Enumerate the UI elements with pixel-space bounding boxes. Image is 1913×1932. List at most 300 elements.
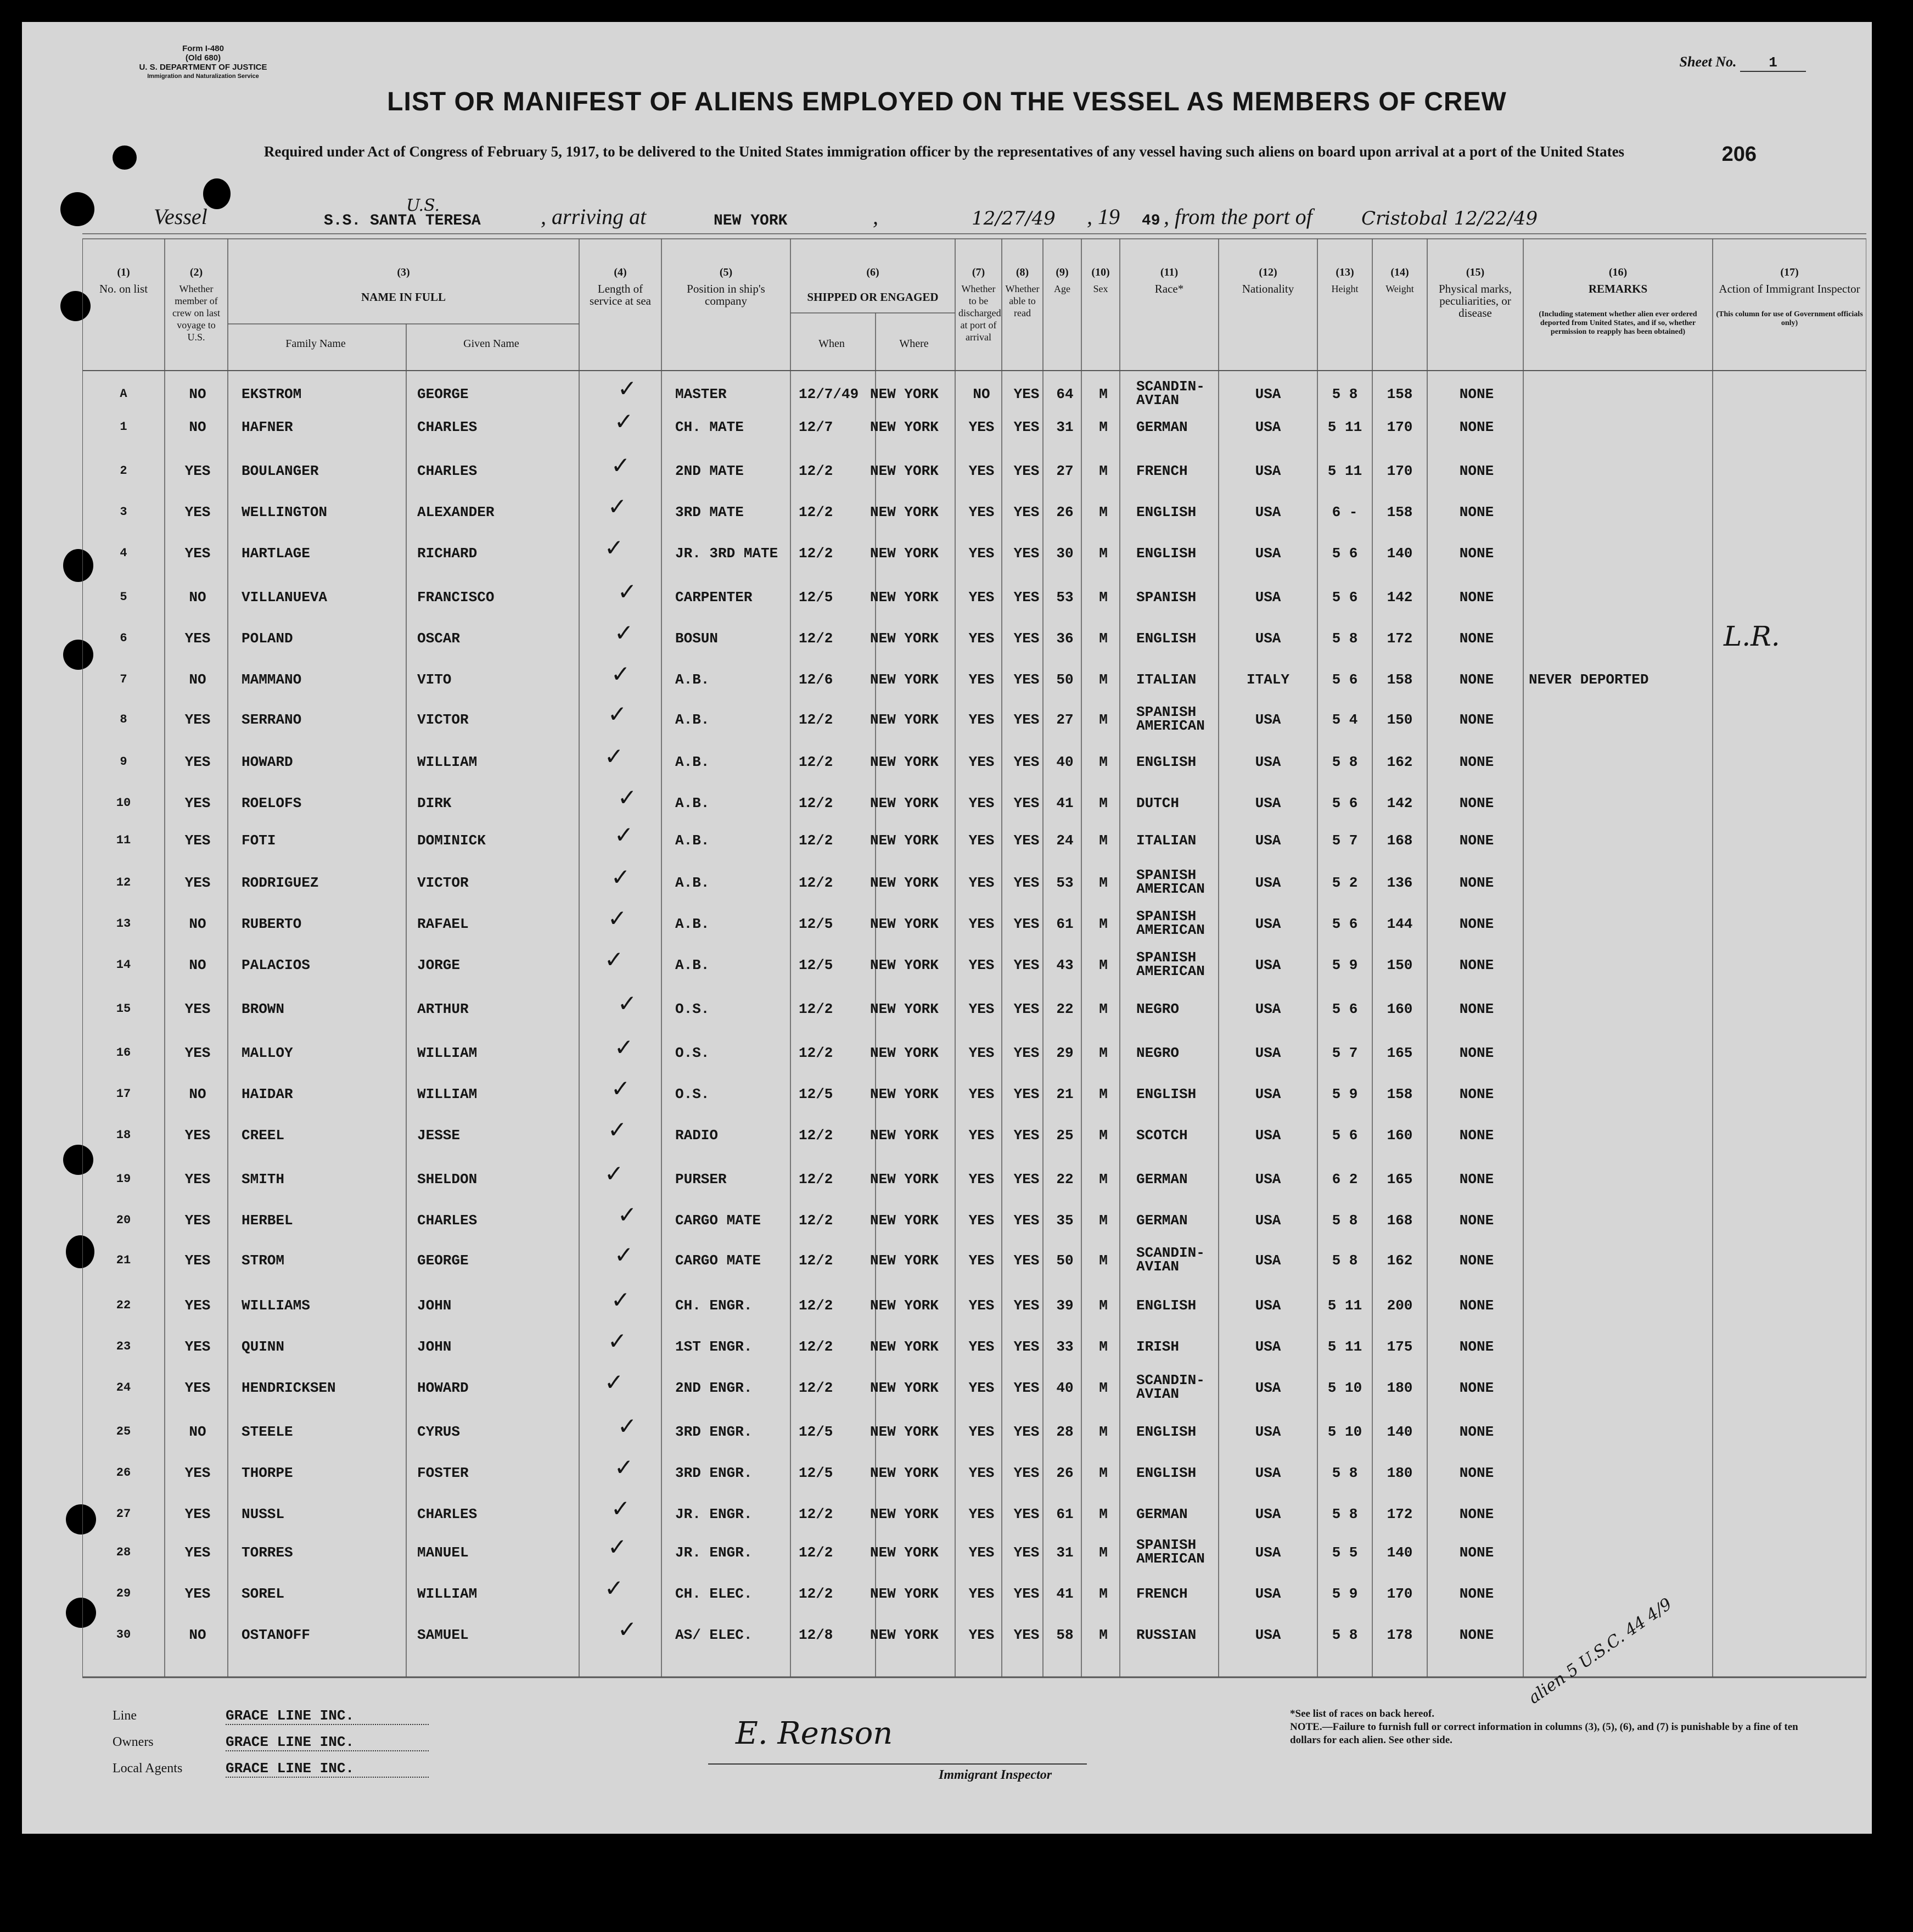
cell-race: ENGLISH — [1136, 1297, 1197, 1314]
column-number: (7) — [972, 266, 985, 278]
cell-given: CHARLES — [417, 419, 478, 435]
column-header: NAME IN FULL — [361, 290, 446, 304]
cell-given: ARTHUR — [417, 1001, 469, 1017]
cell-race: GERMAN — [1136, 1171, 1188, 1188]
cell-when: 12/2 — [799, 832, 833, 849]
cell-age: 30 — [1056, 545, 1074, 562]
cell-family: PALACIOS — [242, 957, 310, 973]
cell-read: YES — [1013, 1380, 1040, 1396]
cell-height: 5 2 — [1332, 875, 1358, 891]
cell-read: YES — [1013, 1045, 1040, 1061]
cell-where: NEW YORK — [870, 1586, 939, 1602]
length-of-service-check-icon: ✓ — [614, 821, 634, 848]
cell-family: QUINN — [242, 1339, 285, 1355]
cell-weight: 158 — [1387, 671, 1413, 688]
cell-read: YES — [1013, 1297, 1040, 1314]
cell-sex: M — [1099, 1339, 1108, 1355]
vessel-name: S.S. SANTA TERESA — [324, 212, 481, 229]
cell-nat: USA — [1255, 386, 1281, 402]
cell-nat: USA — [1255, 1544, 1281, 1561]
cell-nat: USA — [1255, 1627, 1281, 1643]
cell-height: 6 - — [1332, 504, 1358, 520]
column-header: Whether member of crew on last voyage to U.S. — [172, 283, 220, 343]
cell-where: NEW YORK — [870, 1086, 939, 1102]
cell-nat: USA — [1255, 754, 1281, 770]
cell-nat: USA — [1255, 630, 1281, 647]
cell-when: 12/2 — [799, 463, 833, 479]
cell-race: SPANISH — [1136, 949, 1197, 966]
cell-marks: NONE — [1459, 795, 1494, 811]
cell-marks: NONE — [1459, 504, 1494, 520]
cell-marks: NONE — [1459, 754, 1494, 770]
cell-discharged: YES — [968, 1424, 995, 1440]
cell-age: 31 — [1056, 1544, 1074, 1561]
cell-position: CARPENTER — [675, 589, 753, 606]
cell-age: 61 — [1056, 916, 1074, 932]
cell-age: 61 — [1056, 1506, 1074, 1522]
length-of-service-check-icon: ✓ — [611, 1286, 631, 1313]
cell-where: NEW YORK — [870, 630, 939, 647]
cell-marks: NONE — [1459, 1339, 1494, 1355]
cell-height: 5 8 — [1332, 754, 1358, 770]
length-of-service-check-icon: ✓ — [611, 452, 631, 479]
cell-given: RAFAEL — [417, 916, 469, 932]
cell-height: 5 8 — [1332, 1506, 1358, 1522]
cell-sex: M — [1099, 545, 1108, 562]
cell-race: GERMAN — [1136, 1212, 1188, 1229]
cell-discharged: YES — [968, 671, 995, 688]
cell-discharged: NO — [973, 386, 990, 402]
cell-given: CHARLES — [417, 1212, 478, 1229]
cell-no: 22 — [116, 1298, 131, 1312]
cell-read: YES — [1013, 1586, 1040, 1602]
cell-sex: M — [1099, 1252, 1108, 1269]
cell-marks: NONE — [1459, 1627, 1494, 1643]
cell-when: 12/2 — [799, 712, 833, 728]
cell-position: O.S. — [675, 1086, 710, 1102]
cell-weight: 172 — [1387, 630, 1413, 647]
cell-sex: M — [1099, 1171, 1108, 1188]
cell-family: FOTI — [242, 832, 276, 849]
cell-where: NEW YORK — [870, 504, 939, 520]
cell-age: 39 — [1056, 1297, 1074, 1314]
column-subheader: When — [818, 338, 845, 350]
cell-family: HAFNER — [242, 419, 293, 435]
cell-race: ITALIAN — [1136, 832, 1197, 849]
length-of-service-check-icon: ✓ — [614, 408, 634, 435]
cell-age: 43 — [1056, 957, 1074, 973]
cell-race: FRENCH — [1136, 463, 1188, 479]
cell-family: HAIDAR — [242, 1086, 293, 1102]
cell-weight: 160 — [1387, 1127, 1413, 1144]
cell-no: A — [120, 387, 127, 401]
cell-discharged: YES — [968, 712, 995, 728]
cell-race-line2: AMERICAN — [1136, 922, 1205, 938]
length-of-service-check-icon: ✓ — [618, 1201, 637, 1228]
cell-nat: USA — [1255, 1001, 1281, 1017]
length-of-service-check-icon: ✓ — [614, 619, 634, 646]
cell-read: YES — [1013, 1001, 1040, 1017]
cell-sex: M — [1099, 1297, 1108, 1314]
cell-weight: 200 — [1387, 1297, 1413, 1314]
cell-read: YES — [1013, 1627, 1040, 1643]
cell-age: 31 — [1056, 419, 1074, 435]
cell-when: 12/2 — [799, 545, 833, 562]
cell-given: MANUEL — [417, 1544, 469, 1561]
cell-nat: USA — [1255, 957, 1281, 973]
cell-read: YES — [1013, 916, 1040, 932]
cell-where: NEW YORK — [870, 957, 939, 973]
cell-where: NEW YORK — [870, 1297, 939, 1314]
cell-discharged: YES — [968, 1297, 995, 1314]
column-header: Height — [1331, 283, 1359, 294]
column-number: (8) — [1016, 266, 1029, 278]
column-number: (1) — [117, 266, 130, 278]
cell-position: AS/ ELEC. — [675, 1627, 753, 1643]
cell-when: 12/5 — [799, 1424, 833, 1440]
cell-discharged: YES — [968, 463, 995, 479]
cell-where: NEW YORK — [870, 1424, 939, 1440]
cell-height: 5 8 — [1332, 1252, 1358, 1269]
cell-age: 29 — [1056, 1045, 1074, 1061]
cell-discharged: YES — [968, 754, 995, 770]
form-number: Form I-480 — [182, 44, 224, 53]
cell-no: 1 — [120, 420, 127, 434]
cell-read: YES — [1013, 589, 1040, 606]
cell-given: CHARLES — [417, 1506, 478, 1522]
cell-nat: USA — [1255, 1252, 1281, 1269]
cell-nat: USA — [1255, 875, 1281, 891]
column-subheader: Given Name — [463, 338, 519, 350]
cell-age: 25 — [1056, 1127, 1074, 1144]
owners-field — [113, 1734, 429, 1751]
cell-age: 41 — [1056, 795, 1074, 811]
cell-no: 29 — [116, 1587, 131, 1600]
cell-age: 50 — [1056, 671, 1074, 688]
cell-when: 12/5 — [799, 916, 833, 932]
cell-when: 12/5 — [799, 589, 833, 606]
cell-last: NO — [189, 671, 206, 688]
cell-height: 5 8 — [1332, 630, 1358, 647]
cell-read: YES — [1013, 504, 1040, 520]
cell-race: NEGRO — [1136, 1045, 1180, 1061]
cell-when: 12/2 — [799, 795, 833, 811]
cell-race-line2: AMERICAN — [1136, 1550, 1205, 1567]
cell-no: 24 — [116, 1381, 131, 1395]
cell-discharged: YES — [968, 630, 995, 647]
cell-position: 3RD MATE — [675, 504, 744, 520]
cell-sex: M — [1099, 1586, 1108, 1602]
cell-last: NO — [189, 1086, 206, 1102]
cell-discharged: YES — [968, 875, 995, 891]
cell-nat: USA — [1255, 545, 1281, 562]
cell-race-line2: AMERICAN — [1136, 881, 1205, 897]
cell-last: YES — [184, 1127, 211, 1144]
cell-position: BOSUN — [675, 630, 719, 647]
cell-discharged: YES — [968, 1001, 995, 1017]
column-number: (5) — [719, 266, 733, 278]
column-number: (4) — [614, 266, 627, 278]
cell-given: FRANCISCO — [417, 589, 495, 606]
cell-height: 5 6 — [1332, 589, 1358, 606]
cell-discharged: YES — [968, 1212, 995, 1229]
cell-race: GERMAN — [1136, 419, 1188, 435]
cell-where: NEW YORK — [870, 1465, 939, 1481]
cell-read: YES — [1013, 630, 1040, 647]
cell-race: SPANISH — [1136, 908, 1197, 925]
year: 49 — [1142, 212, 1160, 229]
length-of-service-check-icon: ✓ — [611, 1495, 631, 1522]
column-note: (Including statement whether alien ever ordered deported from United States, and if so, whether permission to reapply has been obtained) — [1539, 310, 1697, 336]
cell-read: YES — [1013, 671, 1040, 688]
cell-height: 5 9 — [1332, 1086, 1358, 1102]
cell-sex: M — [1099, 671, 1108, 688]
cell-marks: NONE — [1459, 1086, 1494, 1102]
cell-where: NEW YORK — [870, 1339, 939, 1355]
cell-when: 12/7/49 — [799, 386, 859, 402]
manifest-sheet — [22, 22, 1872, 1834]
cell-given: VICTOR — [417, 712, 469, 728]
cell-given: WILLIAM — [417, 1086, 478, 1102]
cell-sex: M — [1099, 916, 1108, 932]
cell-sex: M — [1099, 1627, 1108, 1643]
cell-position: A.B. — [675, 795, 710, 811]
cell-read: YES — [1013, 1127, 1040, 1144]
cell-where: NEW YORK — [870, 589, 939, 606]
cell-nat: USA — [1255, 463, 1281, 479]
length-of-service-check-icon: ✓ — [608, 701, 627, 727]
cell-discharged: YES — [968, 589, 995, 606]
cell-nat: USA — [1255, 1586, 1281, 1602]
length-of-service-check-icon: ✓ — [604, 534, 624, 561]
cell-marks: NONE — [1459, 957, 1494, 973]
cell-last: YES — [184, 630, 211, 647]
cell-when: 12/2 — [799, 630, 833, 647]
cell-marks: NONE — [1459, 1465, 1494, 1481]
sheet-number — [1680, 54, 1807, 72]
line-label: Line — [113, 1709, 137, 1723]
cell-marks: NONE — [1459, 386, 1494, 402]
line-value: GRACE LINE INC. — [226, 1707, 429, 1725]
cell-where: NEW YORK — [870, 754, 939, 770]
cell-position: A.B. — [675, 712, 710, 728]
cell-nat: USA — [1255, 795, 1281, 811]
cell-no: 6 — [120, 631, 127, 645]
cell-where: NEW YORK — [870, 1045, 939, 1061]
sheet-label: Sheet No. — [1679, 54, 1737, 70]
cell-age: 27 — [1056, 463, 1074, 479]
length-of-service-check-icon: ✓ — [611, 1075, 631, 1102]
cell-nat: USA — [1255, 832, 1281, 849]
column-header: Weight — [1385, 283, 1414, 294]
column-number: (16) — [1608, 266, 1628, 278]
cell-race: SPANISH — [1136, 704, 1197, 720]
length-of-service-check-icon: ✓ — [611, 660, 631, 687]
cell-family: POLAND — [242, 630, 293, 647]
cell-race: DUTCH — [1136, 795, 1180, 811]
signature-line — [708, 1763, 1087, 1765]
cell-height: 5 8 — [1332, 386, 1358, 402]
cell-read: YES — [1013, 419, 1040, 435]
cell-family: STROM — [242, 1252, 285, 1269]
column-header: Race* — [1154, 282, 1184, 295]
cell-last: YES — [184, 1506, 211, 1522]
cell-position: JR. ENGR. — [675, 1544, 753, 1561]
column-header: Length of service at sea — [590, 282, 651, 307]
cell-age: 50 — [1056, 1252, 1074, 1269]
cell-race: ITALIAN — [1136, 671, 1197, 688]
cell-given: RICHARD — [417, 545, 478, 562]
cell-read: YES — [1013, 463, 1040, 479]
cell-where: NEW YORK — [870, 1380, 939, 1396]
cell-when: 12/2 — [799, 1252, 833, 1269]
cell-family: THORPE — [242, 1465, 293, 1481]
cell-race: SCOTCH — [1136, 1127, 1188, 1144]
cell-race: SCANDIN- — [1136, 1372, 1205, 1388]
owners-value: GRACE LINE INC. — [226, 1734, 429, 1751]
cell-discharged: YES — [968, 419, 995, 435]
cell-position: A.B. — [675, 832, 710, 849]
cell-age: 40 — [1056, 1380, 1074, 1396]
cell-height: 5 8 — [1332, 1627, 1358, 1643]
cell-position: 3RD ENGR. — [675, 1424, 753, 1440]
cell-read: YES — [1013, 1252, 1040, 1269]
cell-last: NO — [189, 1627, 206, 1643]
cell-marks: NONE — [1459, 712, 1494, 728]
cell-no: 14 — [116, 958, 131, 972]
cell-weight: 180 — [1387, 1380, 1413, 1396]
cell-nat: USA — [1255, 1212, 1281, 1229]
cell-weight: 140 — [1387, 1424, 1413, 1440]
inspector-label: Immigrant Inspector — [939, 1768, 1052, 1782]
cell-age: 36 — [1056, 630, 1074, 647]
cell-no: 25 — [116, 1425, 131, 1438]
service: Immigration and Naturalization Service — [147, 73, 259, 80]
cell-weight: 144 — [1387, 916, 1413, 932]
cell-position: JR. 3RD MATE — [675, 545, 778, 562]
cell-read: YES — [1013, 1465, 1040, 1481]
page-subtitle: Required under Act of Congress of February 5, 1917, to be delivered to the United States immigration officer by the representatives of any vessel having such aliens on board upon arrival at a port of the United States — [263, 143, 1625, 160]
column-header: Physical marks, peculiarities, or disease — [1439, 282, 1512, 320]
cell-last: NO — [189, 419, 206, 435]
cell-where: NEW YORK — [870, 795, 939, 811]
cell-race: ENGLISH — [1136, 1465, 1197, 1481]
column-header: Action of Immigrant Inspector — [1719, 282, 1860, 295]
cell-where: NEW YORK — [870, 1544, 939, 1561]
cell-sex: M — [1099, 1086, 1108, 1102]
cell-where: NEW YORK — [870, 419, 939, 435]
from-port: Cristobal 12/22/49 — [1361, 208, 1538, 229]
cell-when: 12/5 — [799, 1465, 833, 1481]
cell-height: 6 2 — [1332, 1171, 1358, 1188]
cell-last: YES — [184, 1001, 211, 1017]
handwritten-note-text: alien 5 U.S.C. 44 4/9 — [1525, 1594, 1676, 1708]
cell-discharged: YES — [968, 1086, 995, 1102]
cell-given: VICTOR — [417, 875, 469, 891]
cell-height: 5 7 — [1332, 832, 1358, 849]
cell-weight: 162 — [1387, 1252, 1413, 1269]
vessel-label: Vessel — [154, 204, 207, 229]
cell-given: DOMINICK — [417, 832, 486, 849]
column-number: (2) — [189, 266, 203, 278]
column-header: Nationality — [1242, 282, 1294, 295]
cell-weight: 150 — [1387, 712, 1413, 728]
cell-given: HOWARD — [417, 1380, 469, 1396]
cell-nat: USA — [1255, 1297, 1281, 1314]
cell-where: NEW YORK — [870, 386, 939, 402]
length-of-service-check-icon: ✓ — [618, 1616, 637, 1643]
cell-marks: NONE — [1459, 875, 1494, 891]
column-header: Whether to be discharged at port of arrival — [958, 283, 1001, 343]
cell-no: 21 — [116, 1253, 131, 1267]
cell-position: O.S. — [675, 1001, 710, 1017]
cell-last: YES — [184, 1212, 211, 1229]
cell-nat: USA — [1255, 916, 1281, 932]
cell-read: YES — [1013, 1212, 1040, 1229]
cell-nat: USA — [1255, 1506, 1281, 1522]
cell-marks: NONE — [1459, 589, 1494, 606]
cell-weight: 175 — [1387, 1339, 1413, 1355]
cell-no: 15 — [116, 1002, 131, 1016]
cell-last: YES — [184, 1380, 211, 1396]
cell-weight: 142 — [1387, 795, 1413, 811]
cell-discharged: YES — [968, 1506, 995, 1522]
length-of-service-check-icon: ✓ — [604, 1369, 624, 1396]
cell-nat: USA — [1255, 504, 1281, 520]
cell-family: WILLIAMS — [242, 1297, 310, 1314]
cell-position: 2ND ENGR. — [675, 1380, 753, 1396]
cell-no: 20 — [116, 1213, 131, 1227]
cell-read: YES — [1013, 795, 1040, 811]
cell-when: 12/2 — [799, 1380, 833, 1396]
cell-age: 26 — [1056, 1465, 1074, 1481]
cell-family: ROELOFS — [242, 795, 302, 811]
cell-last: NO — [189, 916, 206, 932]
cell-where: NEW YORK — [870, 671, 939, 688]
cell-when: 12/6 — [799, 671, 833, 688]
cell-last: YES — [184, 1297, 211, 1314]
cell-sex: M — [1099, 504, 1108, 520]
cell-nat: USA — [1255, 1171, 1281, 1188]
cell-position: 3RD ENGR. — [675, 1465, 753, 1481]
cell-read: YES — [1013, 1171, 1040, 1188]
cell-race: SPANISH — [1136, 867, 1197, 883]
cell-discharged: YES — [968, 504, 995, 520]
cell-when: 12/2 — [799, 1171, 833, 1188]
cell-weight: 136 — [1387, 875, 1413, 891]
cell-when: 12/2 — [799, 1544, 833, 1561]
cell-last: YES — [184, 712, 211, 728]
cell-position: A.B. — [675, 916, 710, 932]
race-note: *See list of races on back hereof. — [1290, 1708, 1434, 1720]
agents-field — [113, 1760, 429, 1778]
cell-race: SPANISH — [1136, 589, 1197, 606]
cell-given: JOHN — [417, 1339, 452, 1355]
column-header: Sex — [1093, 283, 1108, 294]
cell-height: 5 6 — [1332, 1001, 1358, 1017]
cell-family: TORRES — [242, 1544, 293, 1561]
cell-marks: NONE — [1459, 1586, 1494, 1602]
cell-race: SPANISH — [1136, 1537, 1197, 1553]
cell-family: MAMMANO — [242, 671, 302, 688]
cell-family: HARTLAGE — [242, 545, 310, 562]
cell-marks: NONE — [1459, 1506, 1494, 1522]
column-header: Age — [1054, 283, 1070, 294]
cell-marks: NONE — [1459, 916, 1494, 932]
cell-marks: NONE — [1459, 1171, 1494, 1188]
cell-when: 12/8 — [799, 1627, 833, 1643]
length-of-service-check-icon: ✓ — [604, 1160, 624, 1187]
